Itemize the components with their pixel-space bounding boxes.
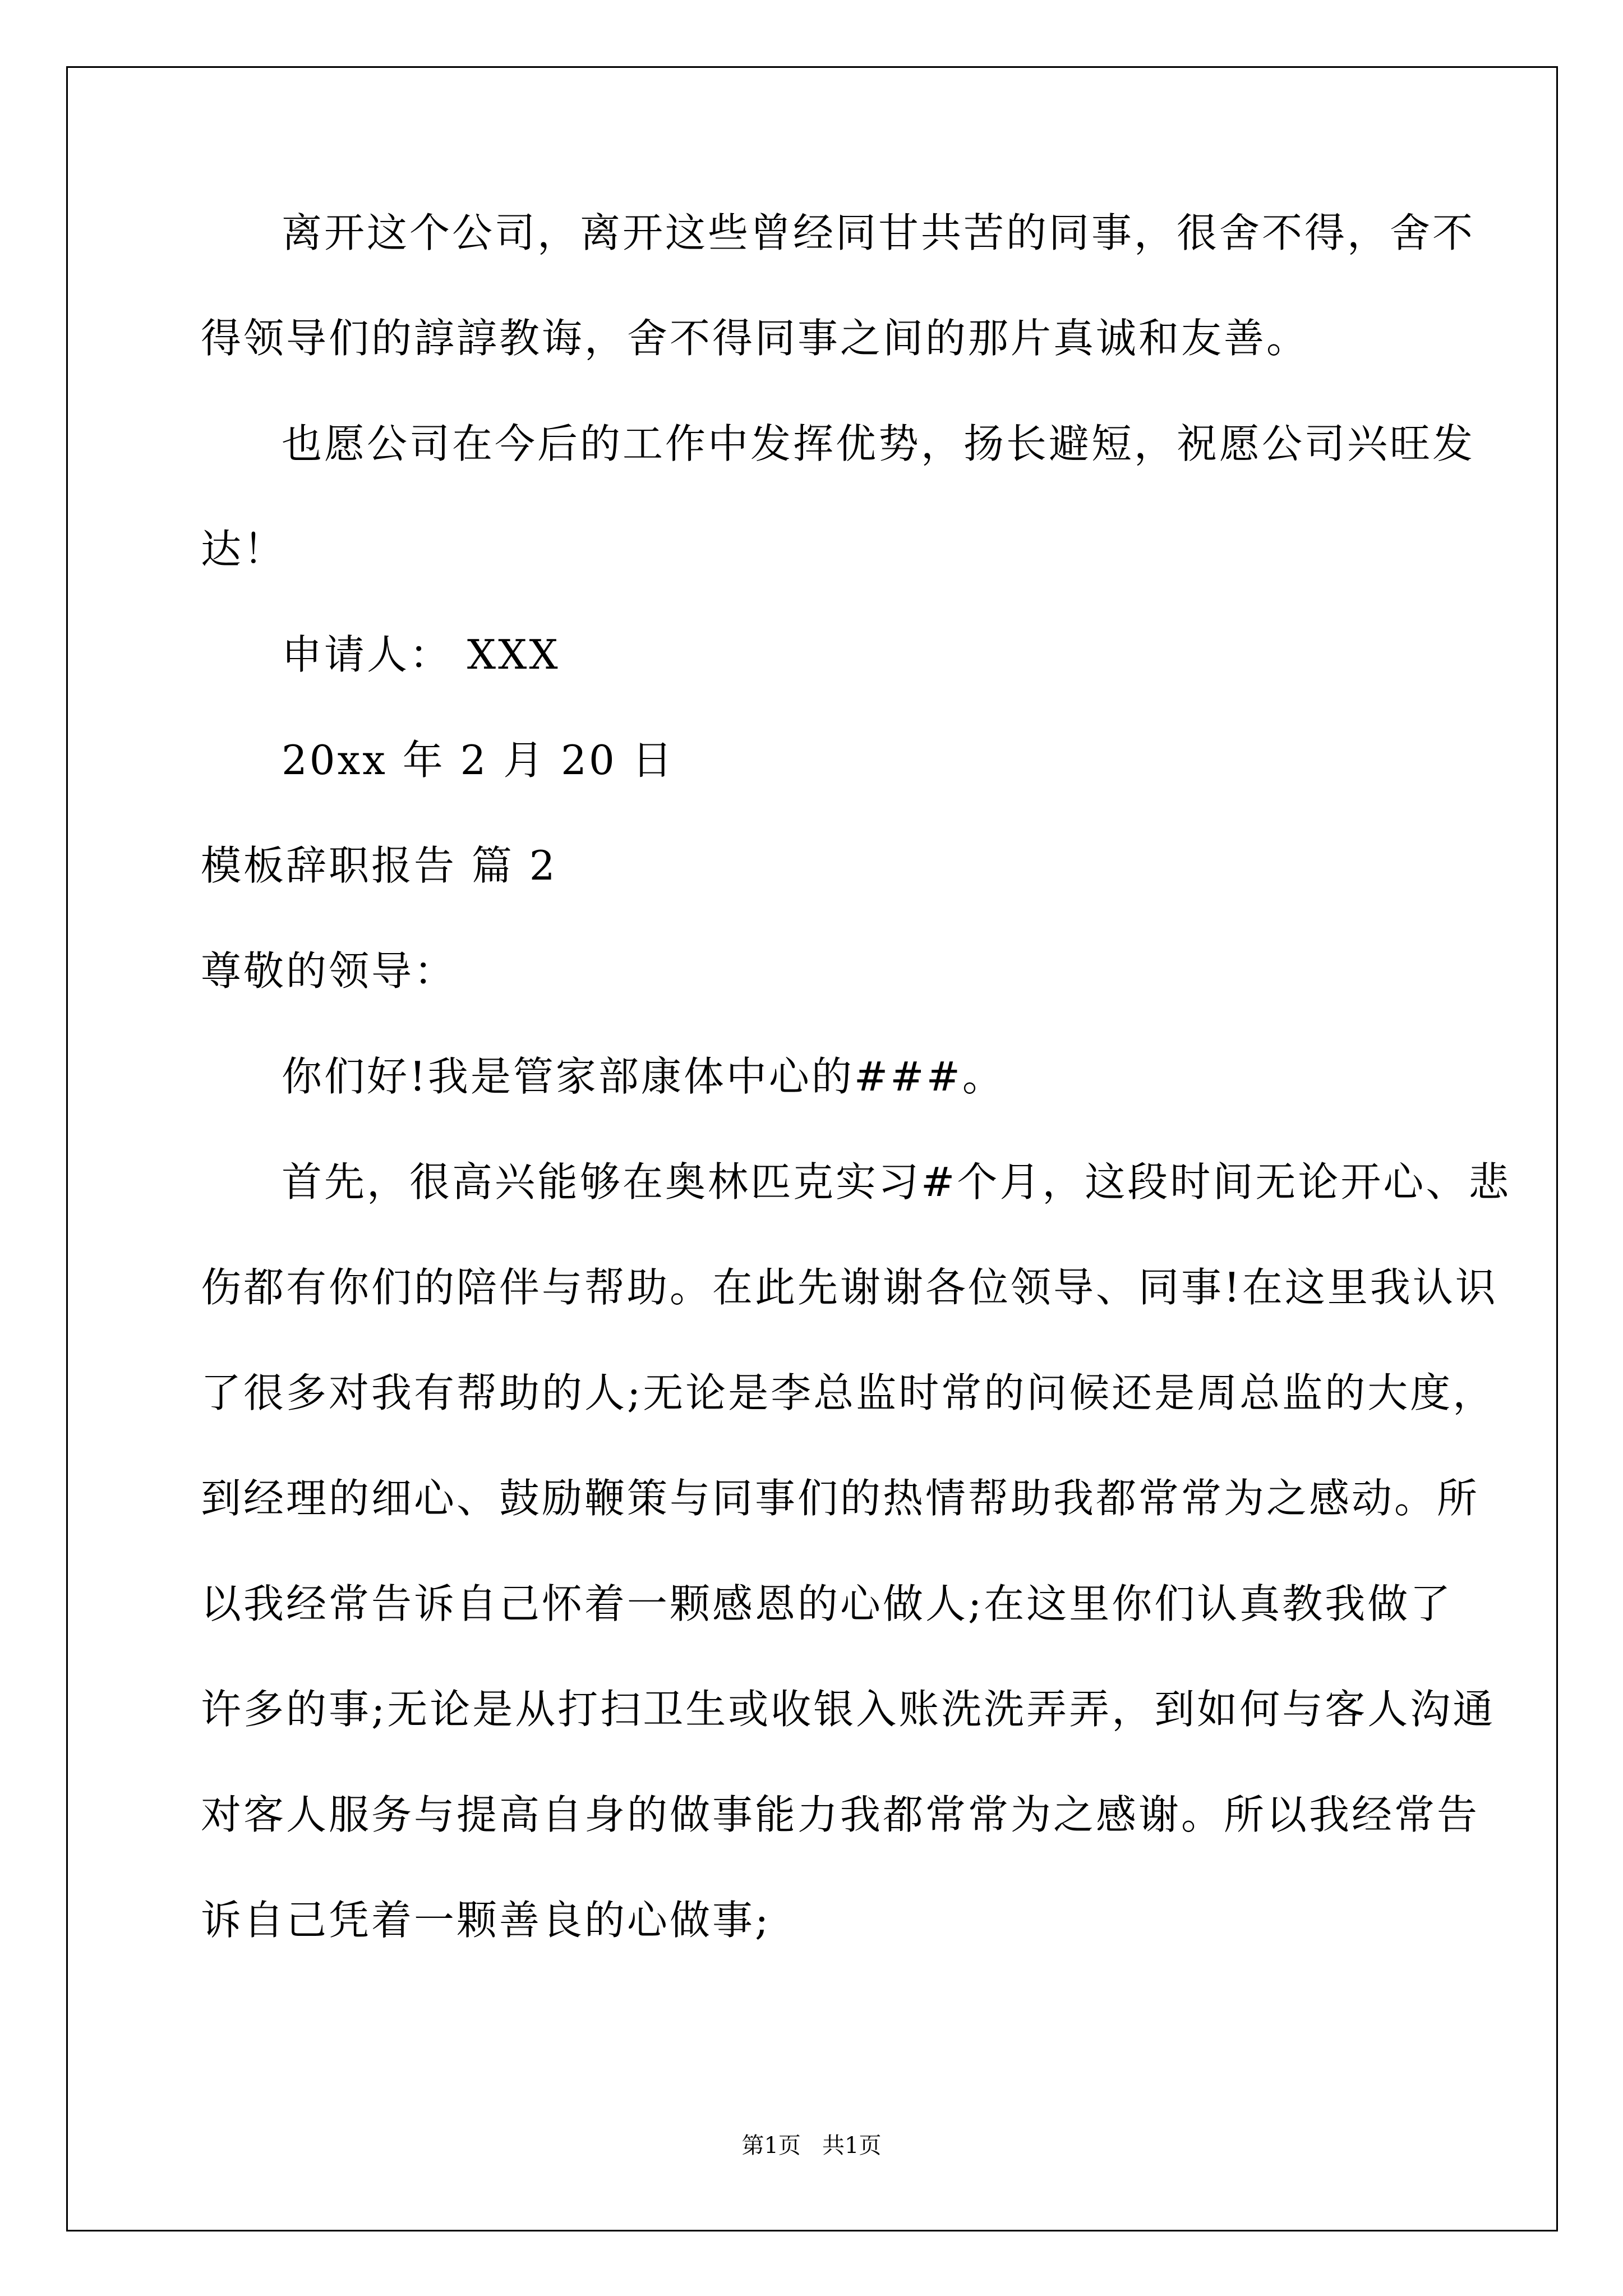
paragraph-line: 许多的事;无论是从打扫卫生或收银入账洗洗弄弄，到如何与客人沟通 <box>201 1686 1496 1733</box>
paragraph-line: 了很多对我有帮助的人;无论是李总监时常的问候还是周总监的大度， <box>201 1369 1496 1416</box>
paragraph-line: 伤都有你们的陪伴与帮助。在此先谢谢各位领导、同事!在这里我认识 <box>201 1264 1498 1311</box>
salutation: 尊敬的领导： <box>201 947 457 995</box>
paragraph-line: 以我经常告诉自己怀着一颗感恩的心做人;在这里你们认真教我做了 <box>201 1580 1453 1627</box>
paragraph-line: 诉自己凭着一颗善良的心做事; <box>201 1897 771 1944</box>
paragraph-line: 你们好!我是管家部康体中心的###。 <box>282 1053 1005 1100</box>
paragraph-line: 首先，很高兴能够在奥林匹克实习#个月，这段时间无论开心、悲 <box>282 1158 1511 1205</box>
paragraph-line: 到经理的细心、鼓励鞭策与同事们的热情帮助我都常常为之感动。所 <box>201 1475 1480 1522</box>
paragraph-line: 离开这个公司，离开这些曾经同甘共苦的同事，很舍不得，舍不 <box>282 209 1476 256</box>
date-line: 20xx 年 2 月 20 日 <box>282 737 675 784</box>
paragraph-line: 对客人服务与提高自身的做事能力我都常常为之感谢。所以我经常告 <box>201 1791 1480 1838</box>
page-footer: 第1页 共1页 <box>741 2133 882 2159</box>
paragraph-line: 达！ <box>201 526 287 573</box>
paragraph-line: 也愿公司在今后的工作中发挥优势，扬长避短，祝愿公司兴旺发 <box>282 420 1476 467</box>
applicant-line: 申请人： XXX <box>282 631 560 678</box>
paragraph-line: 得领导们的諄諄教诲，舍不得同事之间的那片真诚和友善。 <box>201 315 1310 362</box>
section-heading: 模板辞职报告 篇 2 <box>201 842 557 889</box>
